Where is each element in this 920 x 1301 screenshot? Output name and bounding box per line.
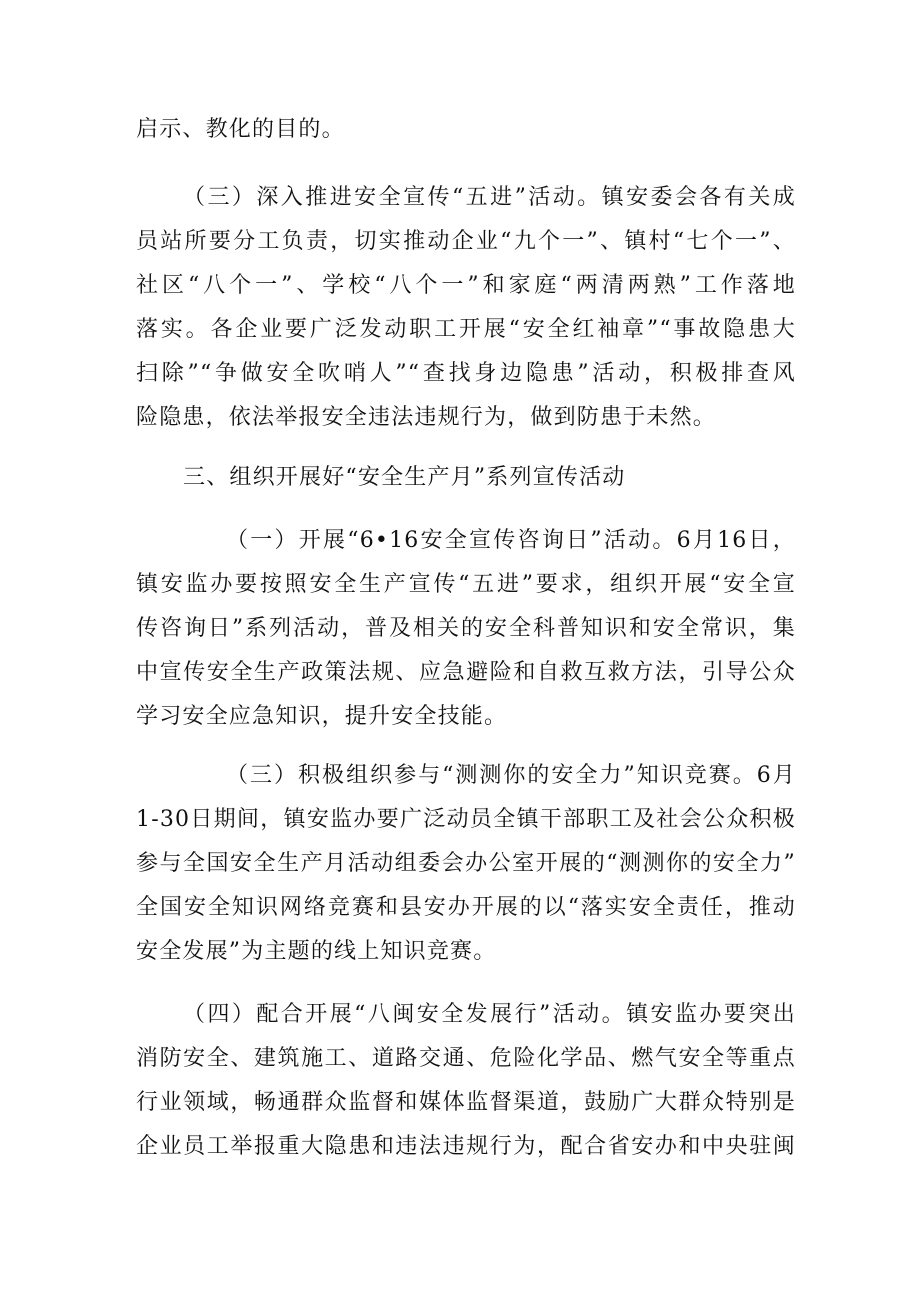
text-line: 1-30日期间，镇安监办要广泛动员全镇干部职工及社会公众积极 (136, 807, 796, 832)
paragraph-first-line: （四）配合开展“八闽安全发展行”活动。镇安监办要突出 (183, 1002, 796, 1027)
text-line: 参与全国安全生产月活动组委会办公室开展的“测测你的安全力” (136, 851, 796, 876)
text-line: 社区“八个一”、学校“八个一”和家庭“两清两熟”工作落地 (136, 273, 796, 298)
section-heading: 三、组织开展好“安全生产月”系列宣传活动 (183, 465, 626, 490)
text-line: 镇安监办要按照安全生产宣传“五进”要求，组织开展“安全宣 (136, 572, 796, 597)
paragraph-first-line: （一）开展“6•16安全宣传咨询日”活动。6月16日， (226, 528, 796, 553)
paragraph-first-line: （三）积极组织参与“测测你的安全力”知识竞赛。6月 (226, 763, 796, 788)
text-line: 行业领域，畅通群众监督和媒体监督渠道，鼓励广大群众特别是 (136, 1090, 796, 1115)
text-line: 险隐患，依法举报安全违法违规行为，做到防患于未然。 (136, 405, 717, 430)
paragraph-first-line: （三）深入推进安全宣传“五进”活动。镇安委会各有关成 (183, 185, 796, 210)
text-line: 员站所要分工负责，切实推动企业“九个一”、镇村“七个一”、 (136, 229, 796, 254)
text-line: 启示、教化的目的。 (136, 117, 345, 142)
text-line: 扫除”“争做安全吹哨人”“查找身边隐患”活动，积极排查风 (136, 361, 796, 386)
text-line: 落实。各企业要广泛发动职工开展“安全红袖章”“事故隐患大 (136, 317, 796, 342)
text-line: 中宣传安全生产政策法规、应急避险和自救互救方法，引导公众 (136, 660, 796, 685)
text-line: 全国安全知识网络竞赛和县安办开展的以“落实安全责任，推动 (136, 895, 796, 920)
text-line: 安全发展”为主题的线上知识竞赛。 (136, 939, 497, 964)
text-line: 传咨询日”系列活动，普及相关的安全科普知识和安全常识，集 (136, 616, 796, 641)
text-line: 学习安全应急知识，提升安全技能。 (136, 704, 508, 729)
text-line: 消防安全、建筑施工、道路交通、危险化学品、燃气安全等重点 (136, 1046, 796, 1071)
text-line: 企业员工举报重大隐患和违法违规行为，配合省安办和中央驻闽 (136, 1134, 796, 1159)
